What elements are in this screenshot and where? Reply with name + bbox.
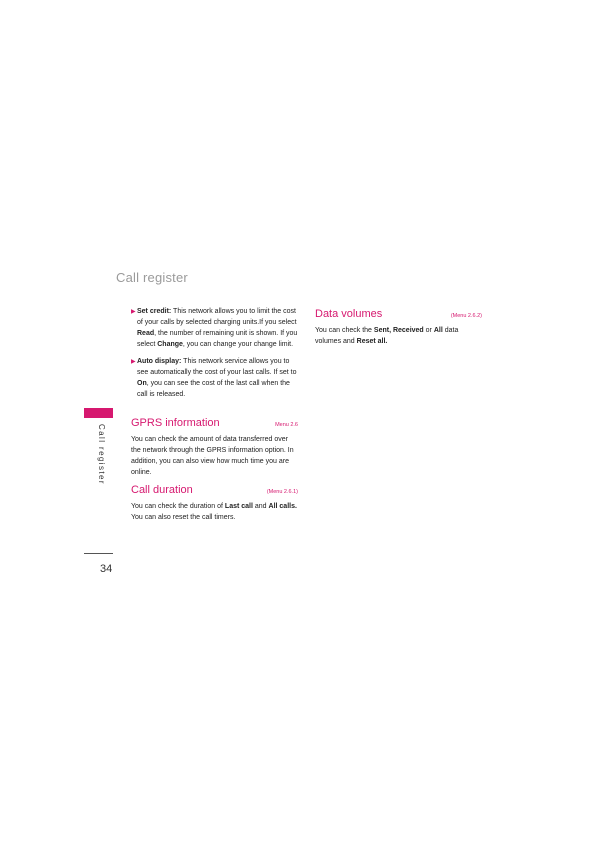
menu-reference: Menu 2.6 [275, 422, 298, 428]
section-heading [131, 416, 298, 431]
bullet-auto-display [131, 356, 298, 400]
data-volumes-section [315, 307, 482, 347]
bullet-term: Auto display: [137, 358, 182, 365]
footer-divider [84, 553, 113, 554]
body-text-part: data volumes and [315, 327, 459, 345]
body-keyword: All [433, 327, 443, 334]
bullet-keyword: Read [137, 330, 155, 337]
bullet-text-part: , the number of remaining unit is shown. If you select [137, 330, 298, 348]
body-keyword: Reset all. [356, 338, 388, 345]
page-section-title: Call register [116, 270, 188, 285]
bullet-text-part: This network service allows you to see automatically the cost of your last calls. If set to [137, 358, 297, 376]
data-volumes-body-text [315, 325, 482, 347]
body-text-part: and [252, 503, 269, 510]
gprs-information-section [131, 416, 298, 478]
bullet-text-part: This network allows you to limit the cost of your calls by selected charging units.If you select [137, 308, 297, 326]
triangle-bullet-icon: ▶ [131, 309, 136, 315]
gprs-body-text: You can check the amount of data transferred over the network through the GPRS information option. In addition, you can also view how much time you are online. [131, 436, 294, 476]
body-text-part: or [423, 327, 434, 334]
section-heading [131, 483, 298, 498]
bullet-text-part: , you can see the cost of the last call when the call is released. [137, 380, 290, 398]
bullet-text [137, 306, 298, 350]
body-text-part: You can check the [315, 327, 374, 334]
body-keyword: All calls. [268, 503, 297, 510]
body-keyword: Last call [224, 503, 253, 510]
bullet-set-credit [131, 306, 298, 350]
triangle-bullet-icon: ▶ [131, 359, 136, 365]
menu-reference: (Menu 2.6.1) [266, 489, 298, 495]
side-section-label: Call register [97, 424, 106, 485]
menu-reference: (Menu 2.6.2) [450, 313, 482, 319]
bullet-text-part: , you can change your change limit. [182, 341, 294, 348]
bullet-keyword: Change [157, 341, 183, 348]
section-heading [315, 307, 482, 322]
bullet-keyword: On [137, 380, 147, 387]
section-tab-marker [84, 408, 113, 418]
gprs-heading: GPRS information [131, 417, 220, 429]
bullet-term: Set credit: [137, 308, 172, 315]
call-duration-body-text [131, 501, 298, 523]
page-number: 34 [100, 563, 113, 575]
body-text-part: You can check the duration of [131, 503, 225, 510]
bullet-text [137, 356, 298, 400]
body-text-part: You can also reset the call timers. [131, 514, 236, 521]
call-duration-heading: Call duration [131, 484, 193, 496]
body-keyword: Sent, Received [373, 327, 424, 334]
call-duration-section [131, 483, 298, 523]
left-column [131, 306, 298, 406]
data-volumes-heading: Data volumes [315, 308, 383, 320]
